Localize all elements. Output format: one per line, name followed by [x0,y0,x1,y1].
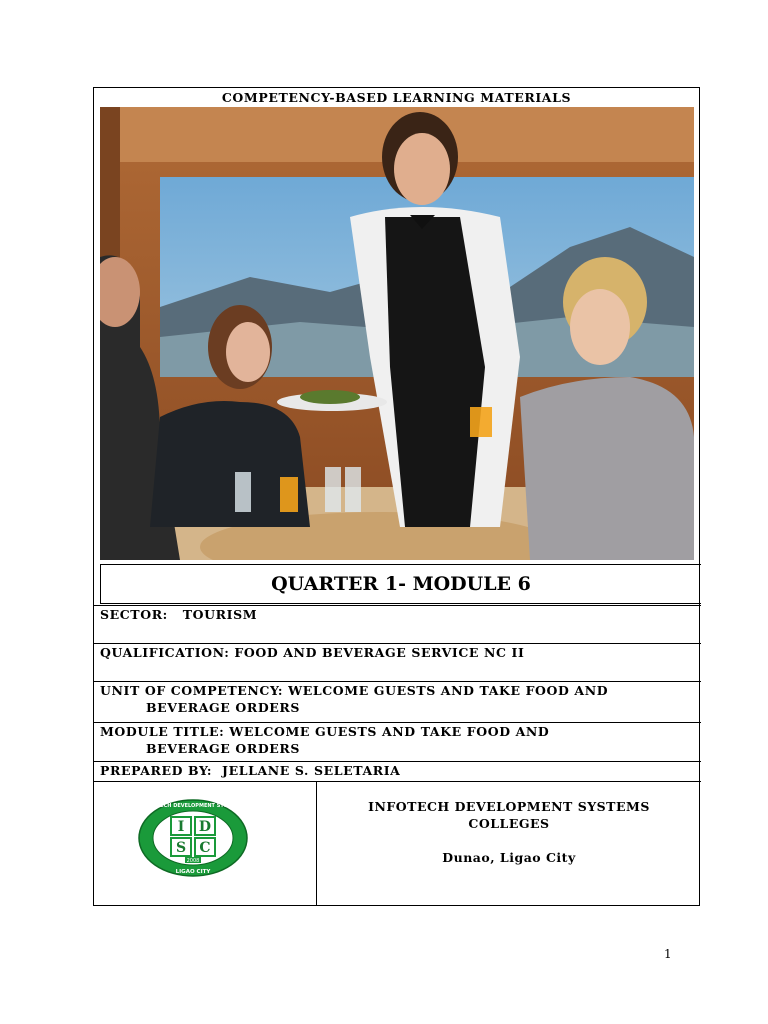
school-location: Dunao, Ligao City [442,850,576,865]
module-title-box: QUARTER 1- MODULE 6 [100,564,701,604]
unit-of-competency-row [94,681,701,722]
document-frame [93,87,700,906]
cover-photo-restaurant [100,107,694,560]
module-line-2: BEVERAGE ORDERS [146,741,301,756]
svg-text:INFOTECH DEVELOPMENT SYSTEMS: INFOTECH DEVELOPMENT SYSTEMS [143,803,243,809]
sector-text: SECTOR: TOURISM [100,607,258,622]
document-header: COMPETENCY-BASED LEARNING MATERIALS [221,90,572,105]
svg-text:C: C [199,840,211,856]
school-info-row [94,781,701,906]
svg-text:S: S [175,840,187,856]
prepared-by-text: PREPARED BY: JELLANE S. SELETARIA [100,763,401,778]
svg-text:I: I [177,819,185,835]
qualification-row [94,643,701,681]
unit-line-2: BEVERAGE ORDERS [146,700,301,715]
unit-line-1: UNIT OF COMPETENCY: WELCOME GUESTS AND TAKE FOOD AND [100,683,609,698]
svg-text:2008: 2008 [186,858,200,864]
qualification-text: QUALIFICATION: FOOD AND BEVERAGE SERVICE NC II [100,645,525,660]
svg-text:D: D [198,819,212,835]
school-name-line-2: COLLEGES [468,816,550,831]
page-number: 1 [664,947,672,961]
school-logo [137,798,249,878]
school-info [317,798,701,866]
svg-text:LIGAO CITY: LIGAO CITY [175,869,211,875]
school-name-line-1: INFOTECH DEVELOPMENT SYSTEMS [368,799,650,814]
sector-row [94,605,701,643]
module-line-1: MODULE TITLE: WELCOME GUESTS AND TAKE FOOD AND [100,724,550,739]
prepared-by-row [94,761,701,781]
module-title-row [94,722,701,761]
